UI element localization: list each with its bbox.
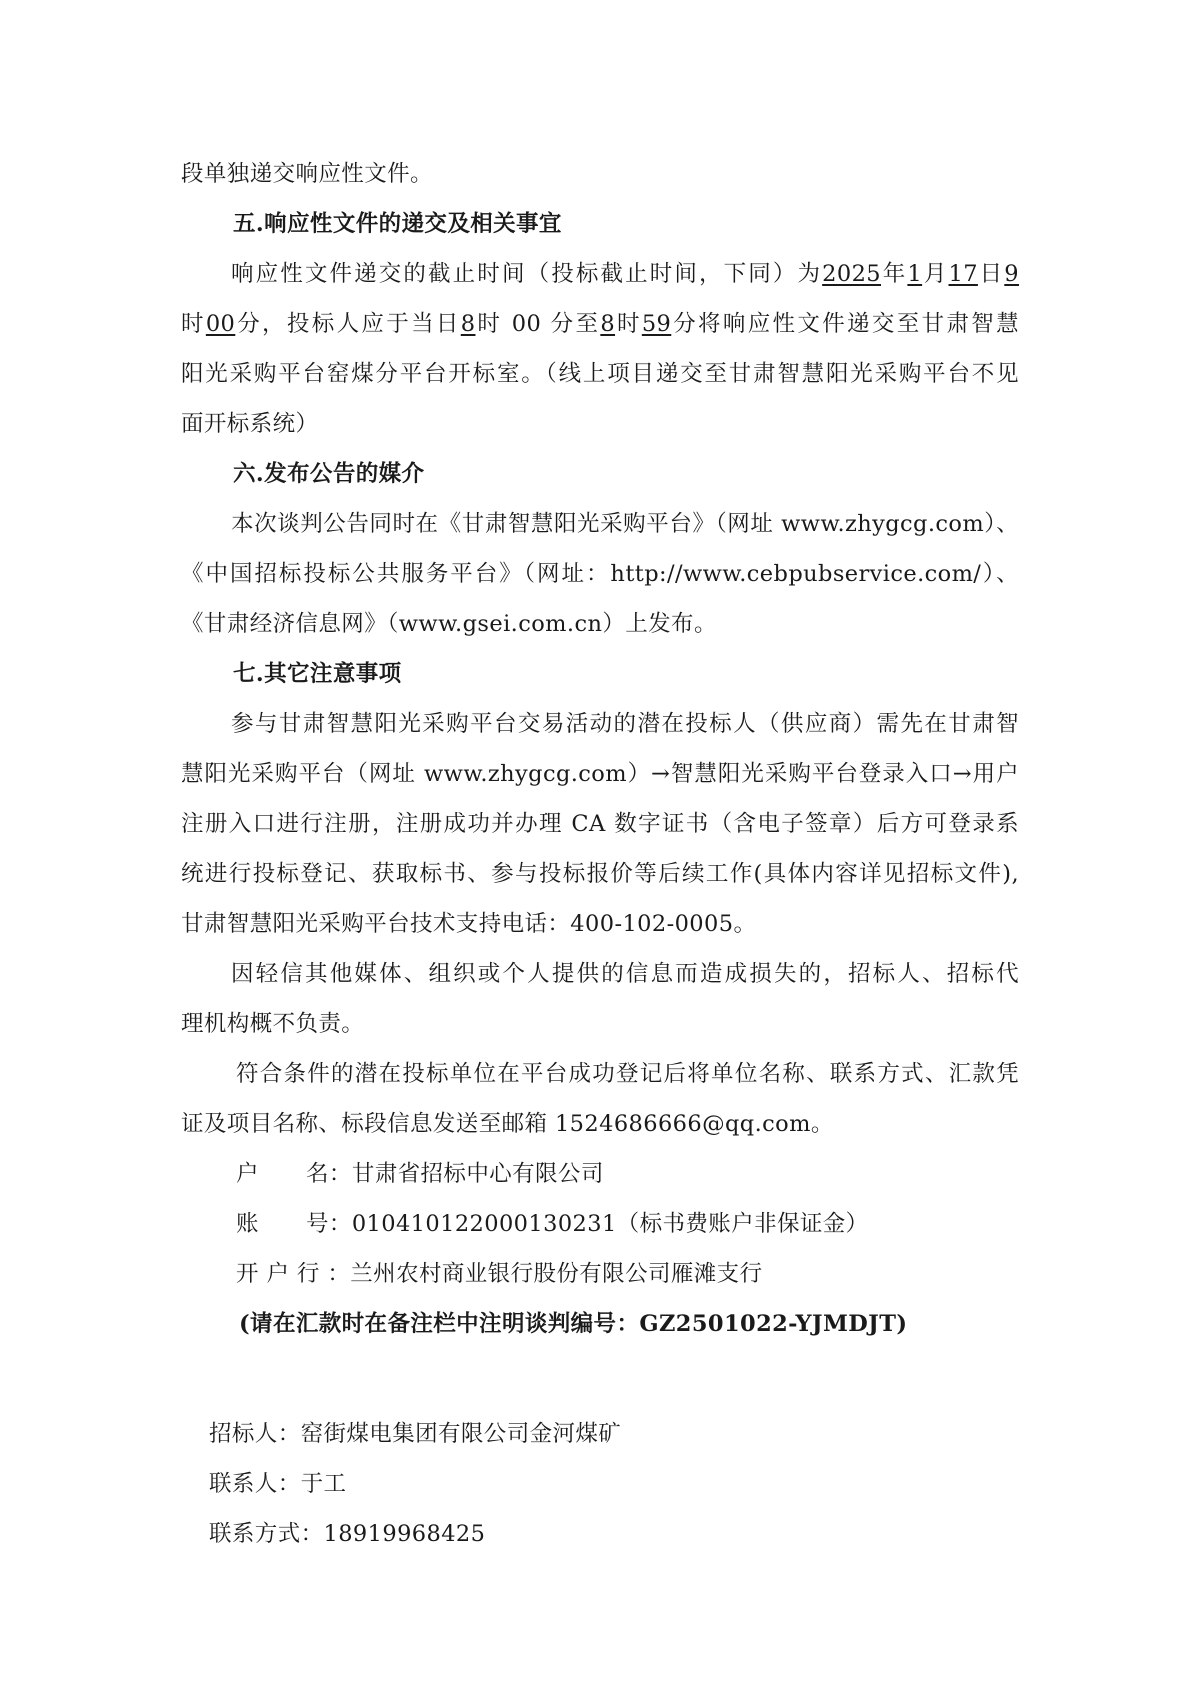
deadline-year: 2025 [822,261,882,287]
label-part: 户 [236,1161,259,1187]
label-part: 名： [306,1161,352,1187]
notice-p1-line-5: 甘肃智慧阳光采购平台技术支持电话：400-102-0005。 [181,911,757,937]
deadline-minute: 00 [205,311,236,337]
notice-p1-line-3: 注册入口进行注册，注册成功并办理 CA 数字证书（含电子签章）后方可登录系 [181,811,1019,837]
text-run: 响应性文件递交的截止时间（投标截止时间，下同）为 [231,261,823,287]
notice-p3-line-2: 证及项目名称、标段信息发送至邮箱 1524686666@qq.com。 [181,1111,834,1137]
deadline-hour: 9 [1004,261,1020,287]
remittance-remark: (请在汇款时在备注栏中注明谈判编号：GZ2501022-YJMDJT) [239,1311,908,1337]
notice-p2-line-1: 因轻信其他媒体、组织或个人提供的信息而造成损失的，招标人、招标代 [231,961,1019,987]
deadline-line-1 [231,259,1019,289]
label-part: 开 户 行 ： [236,1261,351,1287]
text-run: 日 [977,261,1005,287]
section-heading-5: 五.响应性文件的递交及相关事宜 [233,211,562,237]
bank-branch-value: 兰州农村商业银行股份有限公司雁滩支行 [350,1261,763,1287]
deadline-line-2 [181,309,1019,339]
text-run: 分，投标人应于当日 [235,311,461,337]
submit-to-hour: 8 [600,311,616,337]
text-run: 时 [615,311,642,337]
paragraph-continuation: 段单独递交响应性文件。 [181,161,433,187]
media-line-2: 《中国招标投标公共服务平台》（网址：http://www.cebpubservice.com/）、 [181,561,1019,587]
notice-p1-line-4: 统进行投标登记、获取标书、参与投标报价等后续工作(具体内容详见招标文件), [181,861,1019,887]
label-part: 号： [306,1211,352,1237]
bank-account-number [236,1209,869,1239]
submit-from-hour: 8 [460,311,476,337]
deadline-month: 1 [907,261,923,287]
bank-account-name [236,1159,604,1189]
text-run: 时 [181,311,206,337]
text-run: 年 [881,261,908,287]
media-line-3: 《甘肃经济信息网》（www.gsei.com.cn）上发布。 [181,611,717,637]
contact-phone-line: 联系方式：18919968425 [209,1521,486,1547]
submit-to-minute: 59 [641,311,672,337]
notice-p1-line-2: 慧阳光采购平台（网址 www.zhygcg.com）→智慧阳光采购平台登录入口→用户 [181,761,1019,787]
text-run: 时 00 分至 [475,311,601,337]
notice-p2-line-2: 理机构概不负责。 [181,1011,365,1037]
tenderer-line: 招标人：窑街煤电集团有限公司金河煤矿 [209,1421,622,1447]
text-run: 月 [922,261,949,287]
account-number-value: 010410122000130231（标书费账户非保证金） [351,1211,869,1237]
deadline-line-4: 面开标系统） [181,411,319,437]
section-heading-7: 七.其它注意事项 [233,661,402,687]
account-name-value: 甘肃省招标中心有限公司 [351,1161,604,1187]
deadline-line-3: 阳光采购平台窑煤分平台开标室。（线上项目递交至甘肃智慧阳光采购平台不见 [181,361,1019,387]
media-line-1: 本次谈判公告同时在《甘肃智慧阳光采购平台》（网址 www.zhygcg.com）、 [231,511,1019,537]
label-part: 账 [236,1211,259,1237]
bank-branch [236,1259,762,1289]
notice-p3-line-1: 符合条件的潜在投标单位在平台成功登记后将单位名称、联系方式、汇款凭 [236,1061,1019,1087]
text-run: 分将响应性文件递交至甘肃智慧 [671,311,1019,337]
section-heading-6: 六.发布公告的媒介 [233,461,425,487]
contact-person-line: 联系人：于工 [209,1471,347,1497]
notice-p1-line-1: 参与甘肃智慧阳光采购平台交易活动的潜在投标人（供应商）需先在甘肃智 [231,711,1019,737]
deadline-day: 17 [948,261,978,287]
